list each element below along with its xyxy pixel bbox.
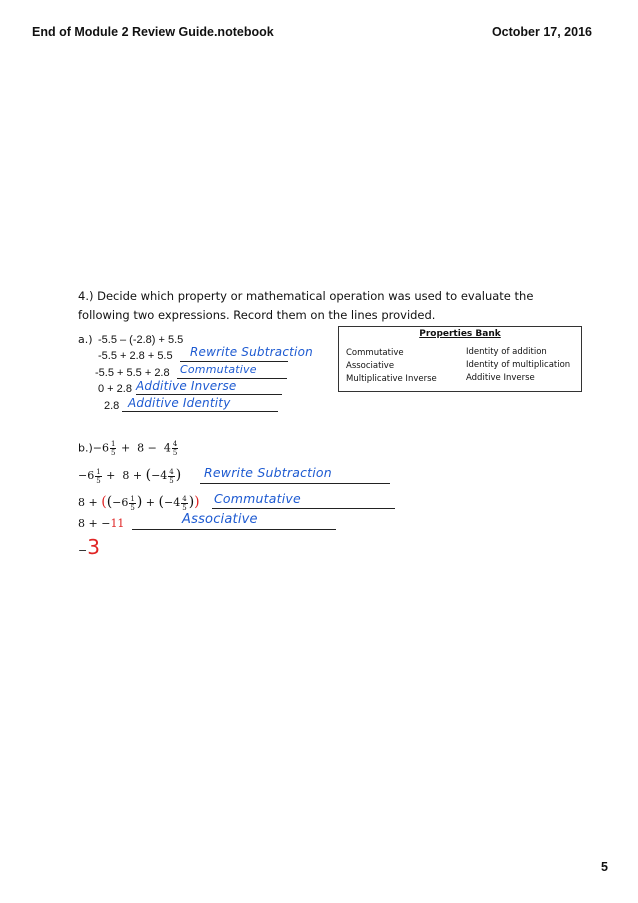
properties-bank-title: Properties Bank [419,329,501,339]
part-a-label: a.) [78,333,93,346]
part-a-step-2: -5.5 + 2.8 + 5.5 [98,350,173,362]
handwritten-answer-a4: Additive Identity [128,396,231,410]
bank-item-commutative: Commutative [346,348,404,358]
answer-line-b1 [200,483,390,484]
bank-item-additive-inverse: Additive Inverse [466,373,535,383]
red-minus-sign: − [101,517,111,530]
part-b-step-2: 8 + ((−6 $\frac{1}{5}$ ) + (−4 $\frac{4}{5}$ )) [78,494,200,512]
properties-bank [338,326,582,392]
part-b-label: b.) [78,441,93,455]
answer-line-a1 [180,361,288,362]
part-b-expression: b.)−6 $\frac{1}{5}$ + 8 − 4 $\frac{4}{5}$ [78,440,178,457]
handwritten-answer-a2: Commutative [180,363,257,376]
part-a-step-1: -5.5 – (-2.8) + 5.5 [98,334,184,346]
part-b-step-1: −6 $\frac{1}{5}$ + 8 + (−4 $\frac{4}{5}$ ) [78,467,182,485]
page-number: 5 [601,860,608,874]
handwritten-answer-b1: Rewrite Subtraction [204,465,332,480]
bank-item-identity-multiplication: Identity of multiplication [466,360,571,370]
question-line-2: following two expressions. Record them on the lines provided. [78,308,436,322]
part-b-step-3-prefix: 8 + [78,517,98,530]
notebook-title: End of Module 2 Review Guide.notebook [32,25,274,39]
header-date: October 17, 2016 [491,25,592,39]
handwritten-answer-a3: Additive Inverse [136,379,237,393]
part-a-step-3: -5.5 + 5.5 + 2.8 [95,367,170,379]
answer-line-a4 [122,411,278,412]
answer-line-b2 [212,508,395,509]
final-minus-sign: − [78,544,88,557]
question-line-1: 4.) Decide which property or mathematical operation was used to evaluate the [78,289,534,303]
question-prompt [78,287,538,325]
handwritten-answer-a1: Rewrite Subtraction [190,345,313,359]
part-a-step-4: 0 + 2.8 [98,383,132,395]
part-b-final [78,535,100,559]
answer-line-b3 [132,529,336,530]
part-a-step-5: 2.8 [104,400,120,412]
bank-item-associative: Associative [346,361,395,371]
handwritten-result: 3 [87,535,100,559]
handwritten-answer-b2: Commutative [214,491,301,506]
bank-item-identity-addition: Identity of addition [466,347,547,357]
part-b-step-3 [78,517,124,530]
answer-line-a3 [136,394,282,395]
bank-item-multiplicative-inverse: Multiplicative Inverse [346,374,437,384]
handwritten-answer-b3: Associative [182,512,258,527]
red-value: 11 [110,517,125,530]
